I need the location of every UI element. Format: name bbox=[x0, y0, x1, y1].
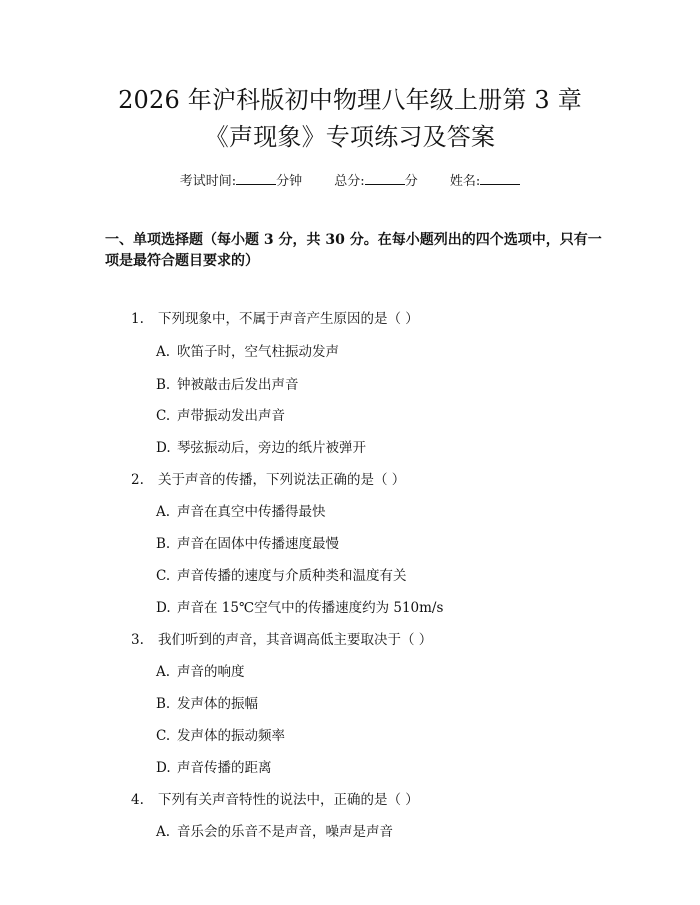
question-2-option-b bbox=[156, 535, 339, 553]
option-text: 声音在真空中传播得最快 bbox=[177, 504, 326, 520]
question-3-option-a bbox=[156, 663, 245, 681]
section-1-header: 一、单项选择题（每小题 3 分，共 30 分。在每小题列出的四个选项中，只有一项是最符合题目要求的） bbox=[105, 232, 602, 269]
question-stem: 下列有关声音特性的说法中，正确的是（ ） bbox=[158, 792, 419, 808]
question-2-option-a bbox=[156, 503, 326, 521]
student-name-field bbox=[450, 170, 520, 191]
question-3-option-b bbox=[156, 695, 258, 713]
question-3 bbox=[131, 631, 432, 649]
question-1-option-d bbox=[156, 439, 366, 457]
exam-info-bar bbox=[0, 170, 700, 191]
option-text: 钟被敲击后发出声音 bbox=[177, 377, 299, 393]
option-text: 声音的响度 bbox=[177, 664, 245, 680]
option-letter: A. bbox=[156, 344, 171, 360]
question-2 bbox=[131, 471, 405, 489]
question-4 bbox=[131, 791, 419, 809]
question-number: 2. bbox=[131, 472, 144, 488]
option-letter: C. bbox=[156, 408, 171, 424]
option-text: 声音传播的速度与介质种类和温度有关 bbox=[177, 568, 407, 584]
option-letter: D. bbox=[156, 760, 171, 776]
student-name-blank bbox=[480, 170, 520, 185]
option-letter: D. bbox=[156, 600, 171, 616]
question-1-option-b bbox=[156, 376, 299, 394]
total-score-unit: 分 bbox=[404, 174, 418, 189]
total-score-label: 总分: bbox=[334, 174, 365, 189]
option-text: 吹笛子时，空气柱振动发声 bbox=[177, 344, 339, 360]
option-letter: B. bbox=[156, 696, 171, 712]
document-title-line-1: 2026 年沪科版初中物理八年级上册第 3 章 bbox=[118, 86, 582, 114]
question-1-option-a bbox=[156, 343, 339, 361]
option-text: 琴弦振动后，旁边的纸片被弹开 bbox=[177, 440, 366, 456]
option-text: 声音在 15℃空气中的传播速度约为 510m/s bbox=[177, 600, 444, 616]
option-text: 发声体的振幅 bbox=[177, 696, 258, 712]
option-letter: A. bbox=[156, 504, 171, 520]
option-text: 音乐会的乐音不是声音，噪声是声音 bbox=[177, 824, 393, 840]
option-text: 声音传播的距离 bbox=[177, 760, 272, 776]
question-3-option-c bbox=[156, 727, 285, 745]
exam-time-blank bbox=[236, 170, 276, 185]
document-title-line-2: 《声现象》专项练习及答案 bbox=[204, 123, 496, 151]
question-stem: 关于声音的传播，下列说法正确的是（ ） bbox=[158, 472, 406, 488]
student-name-label: 姓名: bbox=[449, 174, 481, 189]
question-1-option-c bbox=[156, 407, 285, 425]
question-2-option-d bbox=[156, 599, 443, 617]
question-1 bbox=[131, 310, 419, 328]
question-number: 1. bbox=[131, 311, 144, 327]
question-2-option-c bbox=[156, 567, 407, 585]
total-score-field bbox=[334, 170, 417, 191]
option-letter: C. bbox=[156, 728, 171, 744]
exam-time-label: 考试时间: bbox=[179, 174, 237, 189]
question-4-option-a bbox=[156, 823, 393, 841]
option-letter: B. bbox=[156, 536, 171, 552]
option-letter: A. bbox=[156, 824, 171, 840]
option-letter: A. bbox=[156, 664, 171, 680]
exam-time-field bbox=[180, 170, 302, 191]
question-number: 3. bbox=[131, 632, 144, 648]
option-letter: B. bbox=[156, 377, 171, 393]
question-number: 4. bbox=[131, 792, 144, 808]
question-stem: 下列现象中，不属于声音产生原因的是（ ） bbox=[158, 311, 419, 327]
option-text: 声音在固体中传播速度最慢 bbox=[177, 536, 339, 552]
option-text: 声带振动发出声音 bbox=[177, 408, 285, 424]
option-letter: C. bbox=[156, 568, 171, 584]
total-score-blank bbox=[365, 170, 405, 185]
question-3-option-d bbox=[156, 759, 272, 777]
question-stem: 我们听到的声音，其音调高低主要取决于（ ） bbox=[158, 632, 433, 648]
option-text: 发声体的振动频率 bbox=[177, 728, 285, 744]
option-letter: D. bbox=[156, 440, 171, 456]
exam-time-unit: 分钟 bbox=[276, 174, 303, 189]
